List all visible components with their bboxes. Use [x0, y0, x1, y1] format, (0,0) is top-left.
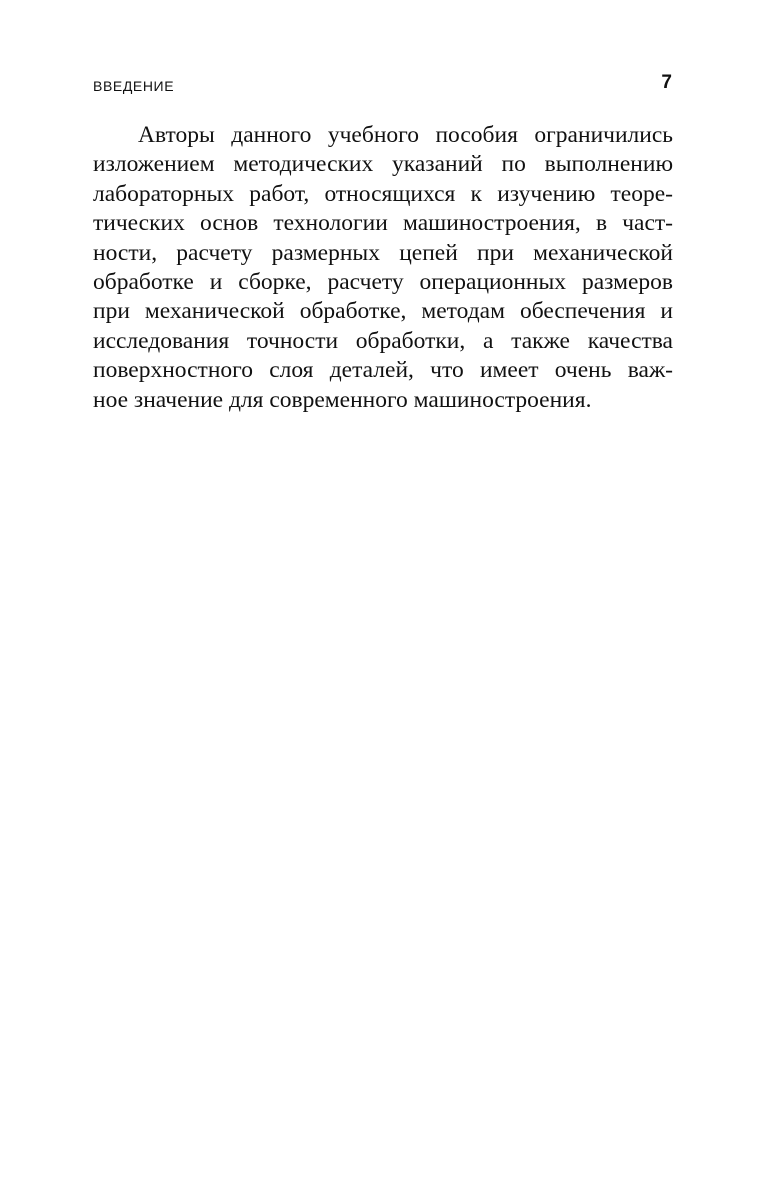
paragraph-line: Авторы данного учебного пособия ограничились [138, 122, 673, 148]
paragraph-line: тических основ технологии машиностроения, в част- [93, 210, 673, 237]
paragraph-line: обработке и сборке, расчету операционных размеров [93, 269, 673, 296]
paragraph-line: исследования точности обработки, а также качества [93, 327, 673, 354]
page-number: 7 [661, 72, 672, 93]
running-head-section-title: ВВЕДЕНИЕ [93, 78, 175, 94]
paragraph-line: изложением методических указаний по выполнению [93, 151, 673, 178]
paragraph-line: при механической обработке, методам обеспечения и [93, 298, 673, 325]
body-paragraph [93, 121, 673, 415]
paragraph-line: лабораторных работ, относящихся к изучению теоре- [93, 180, 673, 207]
paragraph-line: ности, расчету размерных цепей при механической [93, 239, 673, 266]
paragraph-line: поверхностного слоя деталей, что имеет очень важ- [93, 357, 673, 384]
paragraph-line: ное значение для современного машиностроения. [93, 386, 592, 413]
